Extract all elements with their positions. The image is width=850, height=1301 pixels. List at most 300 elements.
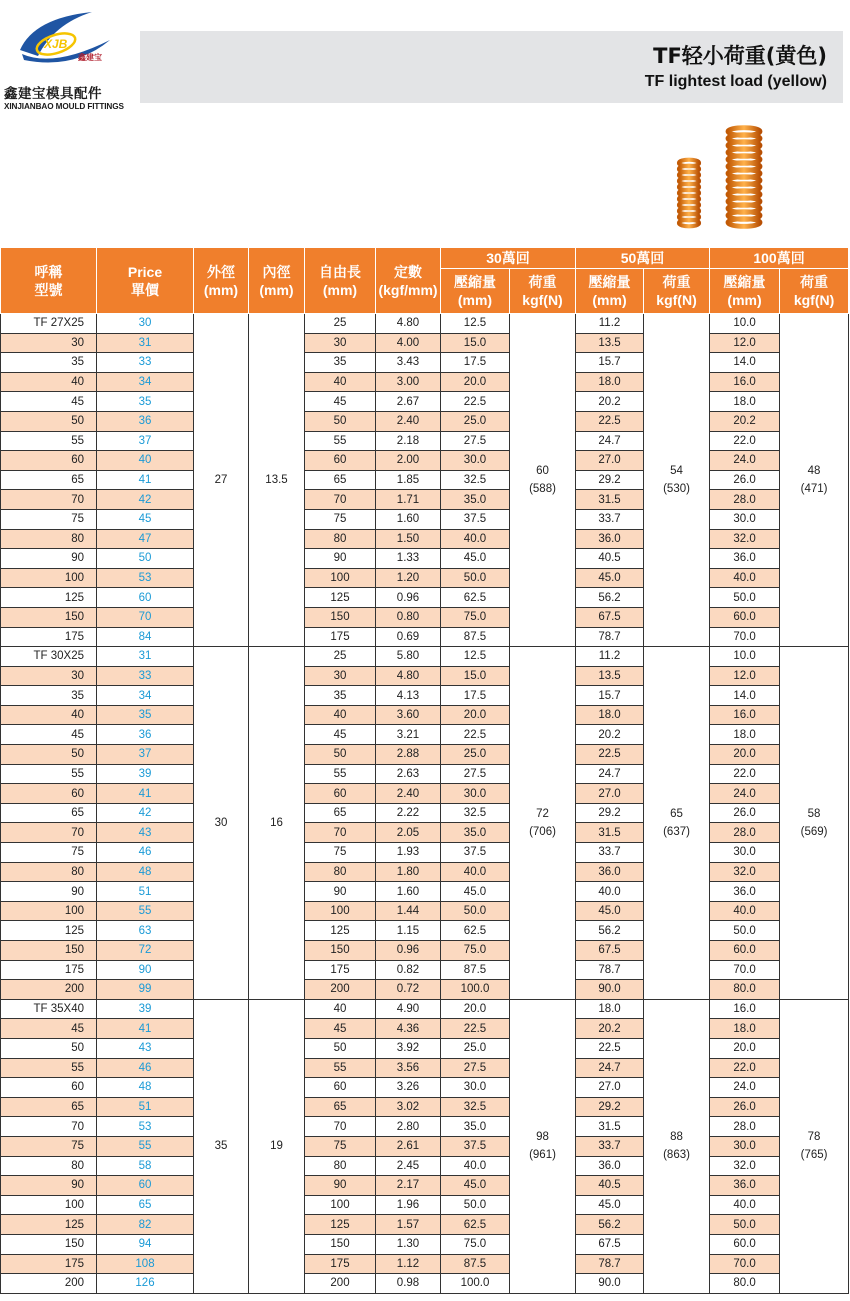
price-cell: 40 [97,451,194,471]
compression-50-cell: 18.0 [576,999,644,1019]
brand-name-en: XINJIANBAO MOULD FITTINGS [4,102,124,111]
compression-100-cell: 24.0 [710,1078,780,1098]
compression-100-cell: 32.0 [710,529,780,549]
compression-100-cell: 14.0 [710,686,780,706]
free-length-cell: 40 [305,999,376,1019]
free-length-cell: 30 [305,666,376,686]
table-row [1,1097,849,1117]
compression-50-cell: 18.0 [576,372,644,392]
compression-100-cell: 80.0 [710,1274,780,1294]
price-cell: 65 [97,1195,194,1215]
price-cell: 31 [97,647,194,667]
price-cell: 35 [97,392,194,412]
price-cell: 84 [97,627,194,647]
compression-30-cell: 45.0 [441,882,510,902]
title-banner [140,31,843,103]
free-length-cell: 70 [305,1117,376,1137]
model-cell: 75 [1,843,97,863]
price-cell: 34 [97,686,194,706]
header-compression-100: 壓縮量 (mm) [710,269,780,314]
spring-image [670,122,770,232]
model-cell: TF 30X25 [1,647,97,667]
model-cell: 55 [1,764,97,784]
compression-50-cell: 24.7 [576,431,644,451]
free-length-cell: 40 [305,705,376,725]
svg-text:鑫建宝: 鑫建宝 [78,53,102,62]
model-cell: 100 [1,901,97,921]
compression-50-cell: 11.2 [576,647,644,667]
compression-30-cell: 30.0 [441,1078,510,1098]
compression-30-cell: 25.0 [441,1038,510,1058]
table-row [1,1136,849,1156]
table-row [1,862,849,882]
compression-30-cell: 87.5 [441,1254,510,1274]
compression-50-cell: 36.0 [576,529,644,549]
model-cell: 175 [1,1254,97,1274]
compression-50-cell: 20.2 [576,392,644,412]
free-length-cell: 70 [305,823,376,843]
constant-cell: 2.45 [376,1156,441,1176]
compression-50-cell: 22.5 [576,411,644,431]
compression-100-cell: 50.0 [710,588,780,608]
price-cell: 46 [97,1058,194,1078]
free-length-cell: 65 [305,470,376,490]
model-cell: TF 27X25 [1,314,97,334]
table-row [1,901,849,921]
price-cell: 41 [97,470,194,490]
outer-diameter-cell: 35 [194,999,249,1293]
compression-100-cell: 24.0 [710,784,780,804]
compression-30-cell: 25.0 [441,745,510,765]
free-length-cell: 125 [305,921,376,941]
price-cell: 126 [97,1274,194,1294]
compression-100-cell: 60.0 [710,941,780,961]
table-row [1,960,849,980]
model-cell: 50 [1,411,97,431]
compression-100-cell: 18.0 [710,392,780,412]
compression-50-cell: 67.5 [576,1234,644,1254]
model-cell: 65 [1,1097,97,1117]
price-cell: 37 [97,745,194,765]
price-cell: 48 [97,1078,194,1098]
compression-50-cell: 31.5 [576,490,644,510]
free-length-cell: 175 [305,1254,376,1274]
compression-50-cell: 40.5 [576,1176,644,1196]
constant-cell: 0.82 [376,960,441,980]
compression-50-cell: 29.2 [576,1097,644,1117]
model-cell: 90 [1,549,97,569]
compression-100-cell: 16.0 [710,999,780,1019]
compression-50-cell: 27.0 [576,1078,644,1098]
compression-100-cell: 30.0 [710,843,780,863]
price-cell: 36 [97,411,194,431]
free-length-cell: 90 [305,882,376,902]
constant-cell: 1.80 [376,862,441,882]
compression-100-cell: 20.2 [710,411,780,431]
compression-30-cell: 32.5 [441,803,510,823]
price-cell: 55 [97,901,194,921]
price-cell: 90 [97,960,194,980]
constant-cell: 4.13 [376,686,441,706]
table-row [1,529,849,549]
compression-100-cell: 60.0 [710,1234,780,1254]
constant-cell: 4.80 [376,666,441,686]
model-cell: 75 [1,1136,97,1156]
price-cell: 39 [97,764,194,784]
table-row [1,372,849,392]
constant-cell: 1.33 [376,549,441,569]
compression-100-cell: 30.0 [710,1136,780,1156]
free-length-cell: 45 [305,1019,376,1039]
compression-50-cell: 33.7 [576,509,644,529]
compression-50-cell: 78.7 [576,1254,644,1274]
compression-50-cell: 27.0 [576,784,644,804]
compression-100-cell: 28.0 [710,1117,780,1137]
price-cell: 37 [97,431,194,451]
compression-30-cell: 62.5 [441,588,510,608]
model-cell: 40 [1,705,97,725]
model-cell: 175 [1,960,97,980]
constant-cell: 0.96 [376,588,441,608]
free-length-cell: 30 [305,333,376,353]
compression-100-cell: 16.0 [710,705,780,725]
price-cell: 33 [97,353,194,373]
free-length-cell: 45 [305,725,376,745]
inner-diameter-cell: 19 [249,999,305,1293]
compression-50-cell: 29.2 [576,470,644,490]
price-cell: 30 [97,314,194,334]
compression-100-cell: 20.0 [710,745,780,765]
price-cell: 42 [97,490,194,510]
compression-30-cell: 22.5 [441,392,510,412]
free-length-cell: 100 [305,901,376,921]
load-50-cell: 54 (530) [644,314,710,647]
free-length-cell: 55 [305,431,376,451]
constant-cell: 3.60 [376,705,441,725]
inner-diameter-cell: 16 [249,647,305,1000]
table-row [1,1156,849,1176]
compression-30-cell: 27.5 [441,764,510,784]
header-group-100: 100萬回 [710,248,849,269]
constant-cell: 3.21 [376,725,441,745]
header-constant: 定數 (kgf/mm) [376,248,441,314]
constant-cell: 1.30 [376,1234,441,1254]
table-row [1,725,849,745]
compression-50-cell: 90.0 [576,980,644,1000]
table-row [1,1078,849,1098]
model-cell: 65 [1,470,97,490]
free-length-cell: 100 [305,568,376,588]
compression-30-cell: 75.0 [441,607,510,627]
table-row [1,333,849,353]
constant-cell: 3.26 [376,1078,441,1098]
constant-cell: 0.69 [376,627,441,647]
compression-30-cell: 15.0 [441,666,510,686]
compression-30-cell: 35.0 [441,490,510,510]
compression-50-cell: 20.2 [576,1019,644,1039]
compression-100-cell: 70.0 [710,960,780,980]
compression-100-cell: 60.0 [710,607,780,627]
compression-30-cell: 100.0 [441,1274,510,1294]
table-row [1,784,849,804]
compression-50-cell: 67.5 [576,607,644,627]
brand-name-cn: 鑫建宝模具配件 [4,86,102,102]
compression-30-cell: 50.0 [441,568,510,588]
model-cell: 40 [1,372,97,392]
compression-100-cell: 36.0 [710,882,780,902]
free-length-cell: 40 [305,372,376,392]
compression-50-cell: 40.0 [576,882,644,902]
free-length-cell: 90 [305,1176,376,1196]
compression-30-cell: 37.5 [441,1136,510,1156]
compression-100-cell: 40.0 [710,901,780,921]
compression-30-cell: 35.0 [441,1117,510,1137]
table-row [1,1058,849,1078]
constant-cell: 1.93 [376,843,441,863]
table-row [1,588,849,608]
free-length-cell: 75 [305,1136,376,1156]
compression-100-cell: 24.0 [710,451,780,471]
model-cell: 30 [1,666,97,686]
constant-cell: 1.60 [376,882,441,902]
compression-50-cell: 22.5 [576,745,644,765]
table-row [1,353,849,373]
model-cell: 50 [1,1038,97,1058]
price-cell: 33 [97,666,194,686]
header-compression-50: 壓縮量 (mm) [576,269,644,314]
header-group-30: 30萬回 [441,248,576,269]
free-length-cell: 80 [305,1156,376,1176]
constant-cell: 1.96 [376,1195,441,1215]
price-cell: 34 [97,372,194,392]
table-row [1,764,849,784]
compression-50-cell: 33.7 [576,843,644,863]
price-cell: 94 [97,1234,194,1254]
model-cell: 90 [1,882,97,902]
price-cell: 70 [97,607,194,627]
compression-50-cell: 18.0 [576,705,644,725]
compression-100-cell: 40.0 [710,1195,780,1215]
model-cell: 45 [1,1019,97,1039]
model-cell: 80 [1,529,97,549]
price-cell: 82 [97,1215,194,1235]
model-cell: 75 [1,509,97,529]
free-length-cell: 150 [305,1234,376,1254]
compression-100-cell: 50.0 [710,1215,780,1235]
compression-100-cell: 14.0 [710,353,780,373]
model-cell: 45 [1,392,97,412]
table-row [1,745,849,765]
compression-100-cell: 10.0 [710,647,780,667]
constant-cell: 2.61 [376,1136,441,1156]
free-length-cell: 200 [305,1274,376,1294]
constant-cell: 1.57 [376,1215,441,1235]
compression-100-cell: 36.0 [710,549,780,569]
compression-30-cell: 87.5 [441,960,510,980]
price-cell: 51 [97,1097,194,1117]
compression-30-cell: 62.5 [441,921,510,941]
compression-30-cell: 50.0 [441,901,510,921]
compression-100-cell: 22.0 [710,764,780,784]
load-50-cell: 88 (863) [644,999,710,1293]
compression-50-cell: 56.2 [576,1215,644,1235]
constant-cell: 3.02 [376,1097,441,1117]
table-row [1,941,849,961]
load-30-cell: 72 (706) [510,647,576,1000]
free-length-cell: 35 [305,686,376,706]
model-cell: 60 [1,1078,97,1098]
free-length-cell: 80 [305,529,376,549]
constant-cell: 2.05 [376,823,441,843]
constant-cell: 2.67 [376,392,441,412]
compression-30-cell: 40.0 [441,1156,510,1176]
model-cell: 100 [1,1195,97,1215]
price-cell: 48 [97,862,194,882]
compression-100-cell: 12.0 [710,333,780,353]
header-name: 呼稱 型號 [1,248,97,314]
model-cell: 70 [1,1117,97,1137]
page-subtitle: TF lightest load (yellow) [644,73,827,90]
compression-50-cell: 33.7 [576,1136,644,1156]
model-cell: 100 [1,568,97,588]
load-100-cell: 78 (765) [780,999,849,1293]
compression-30-cell: 87.5 [441,627,510,647]
compression-30-cell: 75.0 [441,1234,510,1254]
constant-cell: 2.00 [376,451,441,471]
price-cell: 60 [97,1176,194,1196]
compression-100-cell: 26.0 [710,1097,780,1117]
compression-30-cell: 20.0 [441,705,510,725]
model-cell: 55 [1,431,97,451]
price-cell: 108 [97,1254,194,1274]
compression-30-cell: 75.0 [441,941,510,961]
model-cell: TF 35X40 [1,999,97,1019]
outer-diameter-cell: 30 [194,647,249,1000]
inner-diameter-cell: 13.5 [249,314,305,647]
model-cell: 55 [1,1058,97,1078]
price-cell: 51 [97,882,194,902]
price-cell: 43 [97,823,194,843]
price-cell: 42 [97,803,194,823]
price-cell: 41 [97,1019,194,1039]
compression-50-cell: 15.7 [576,353,644,373]
free-length-cell: 50 [305,411,376,431]
price-cell: 43 [97,1038,194,1058]
compression-100-cell: 28.0 [710,823,780,843]
constant-cell: 3.56 [376,1058,441,1078]
compression-30-cell: 17.5 [441,686,510,706]
constant-cell: 1.85 [376,470,441,490]
model-cell: 60 [1,784,97,804]
compression-50-cell: 90.0 [576,1274,644,1294]
table-row [1,411,849,431]
constant-cell: 5.80 [376,647,441,667]
table-row [1,627,849,647]
free-length-cell: 90 [305,549,376,569]
compression-30-cell: 37.5 [441,843,510,863]
price-cell: 39 [97,999,194,1019]
header-load-50: 荷重 kgf(N) [644,269,710,314]
compression-100-cell: 36.0 [710,1176,780,1196]
compression-50-cell: 11.2 [576,314,644,334]
constant-cell: 0.80 [376,607,441,627]
model-cell: 35 [1,686,97,706]
compression-30-cell: 22.5 [441,1019,510,1039]
constant-cell: 1.60 [376,509,441,529]
table-row [1,1215,849,1235]
load-50-cell: 65 (637) [644,647,710,1000]
compression-30-cell: 20.0 [441,999,510,1019]
compression-50-cell: 45.0 [576,568,644,588]
model-cell: 70 [1,823,97,843]
constant-cell: 1.50 [376,529,441,549]
compression-30-cell: 20.0 [441,372,510,392]
table-row [1,1254,849,1274]
constant-cell: 2.40 [376,784,441,804]
constant-cell: 2.63 [376,764,441,784]
free-length-cell: 55 [305,764,376,784]
free-length-cell: 75 [305,843,376,863]
constant-cell: 3.92 [376,1038,441,1058]
compression-50-cell: 24.7 [576,764,644,784]
model-cell: 200 [1,1274,97,1294]
free-length-cell: 100 [305,1195,376,1215]
model-cell: 45 [1,725,97,745]
model-cell: 90 [1,1176,97,1196]
compression-30-cell: 32.5 [441,470,510,490]
logo-icon [14,10,114,72]
compression-50-cell: 13.5 [576,666,644,686]
compression-30-cell: 30.0 [441,451,510,471]
model-cell: 125 [1,921,97,941]
compression-100-cell: 80.0 [710,980,780,1000]
constant-cell: 3.43 [376,353,441,373]
header-compression-30: 壓縮量 (mm) [441,269,510,314]
header-load-30: 荷重 kgf(N) [510,269,576,314]
constant-cell: 1.20 [376,568,441,588]
price-cell: 35 [97,705,194,725]
constant-cell: 4.00 [376,333,441,353]
page-title: TF轻小荷重(黄色) [653,44,827,68]
model-cell: 60 [1,451,97,471]
compression-30-cell: 17.5 [441,353,510,373]
header-free-length: 自由長 (mm) [305,248,376,314]
compression-30-cell: 30.0 [441,784,510,804]
constant-cell: 2.80 [376,1117,441,1137]
price-cell: 50 [97,549,194,569]
table-row [1,803,849,823]
table-row [1,509,849,529]
table-row [1,882,849,902]
compression-50-cell: 56.2 [576,921,644,941]
compression-100-cell: 32.0 [710,1156,780,1176]
price-cell: 41 [97,784,194,804]
compression-50-cell: 31.5 [576,1117,644,1137]
table-row [1,1274,849,1294]
compression-30-cell: 37.5 [441,509,510,529]
compression-50-cell: 67.5 [576,941,644,961]
compression-30-cell: 35.0 [441,823,510,843]
free-length-cell: 175 [305,627,376,647]
compression-100-cell: 70.0 [710,627,780,647]
compression-100-cell: 26.0 [710,803,780,823]
price-cell: 53 [97,1117,194,1137]
compression-50-cell: 36.0 [576,862,644,882]
price-cell: 45 [97,509,194,529]
compression-30-cell: 45.0 [441,549,510,569]
model-cell: 35 [1,353,97,373]
constant-cell: 2.18 [376,431,441,451]
